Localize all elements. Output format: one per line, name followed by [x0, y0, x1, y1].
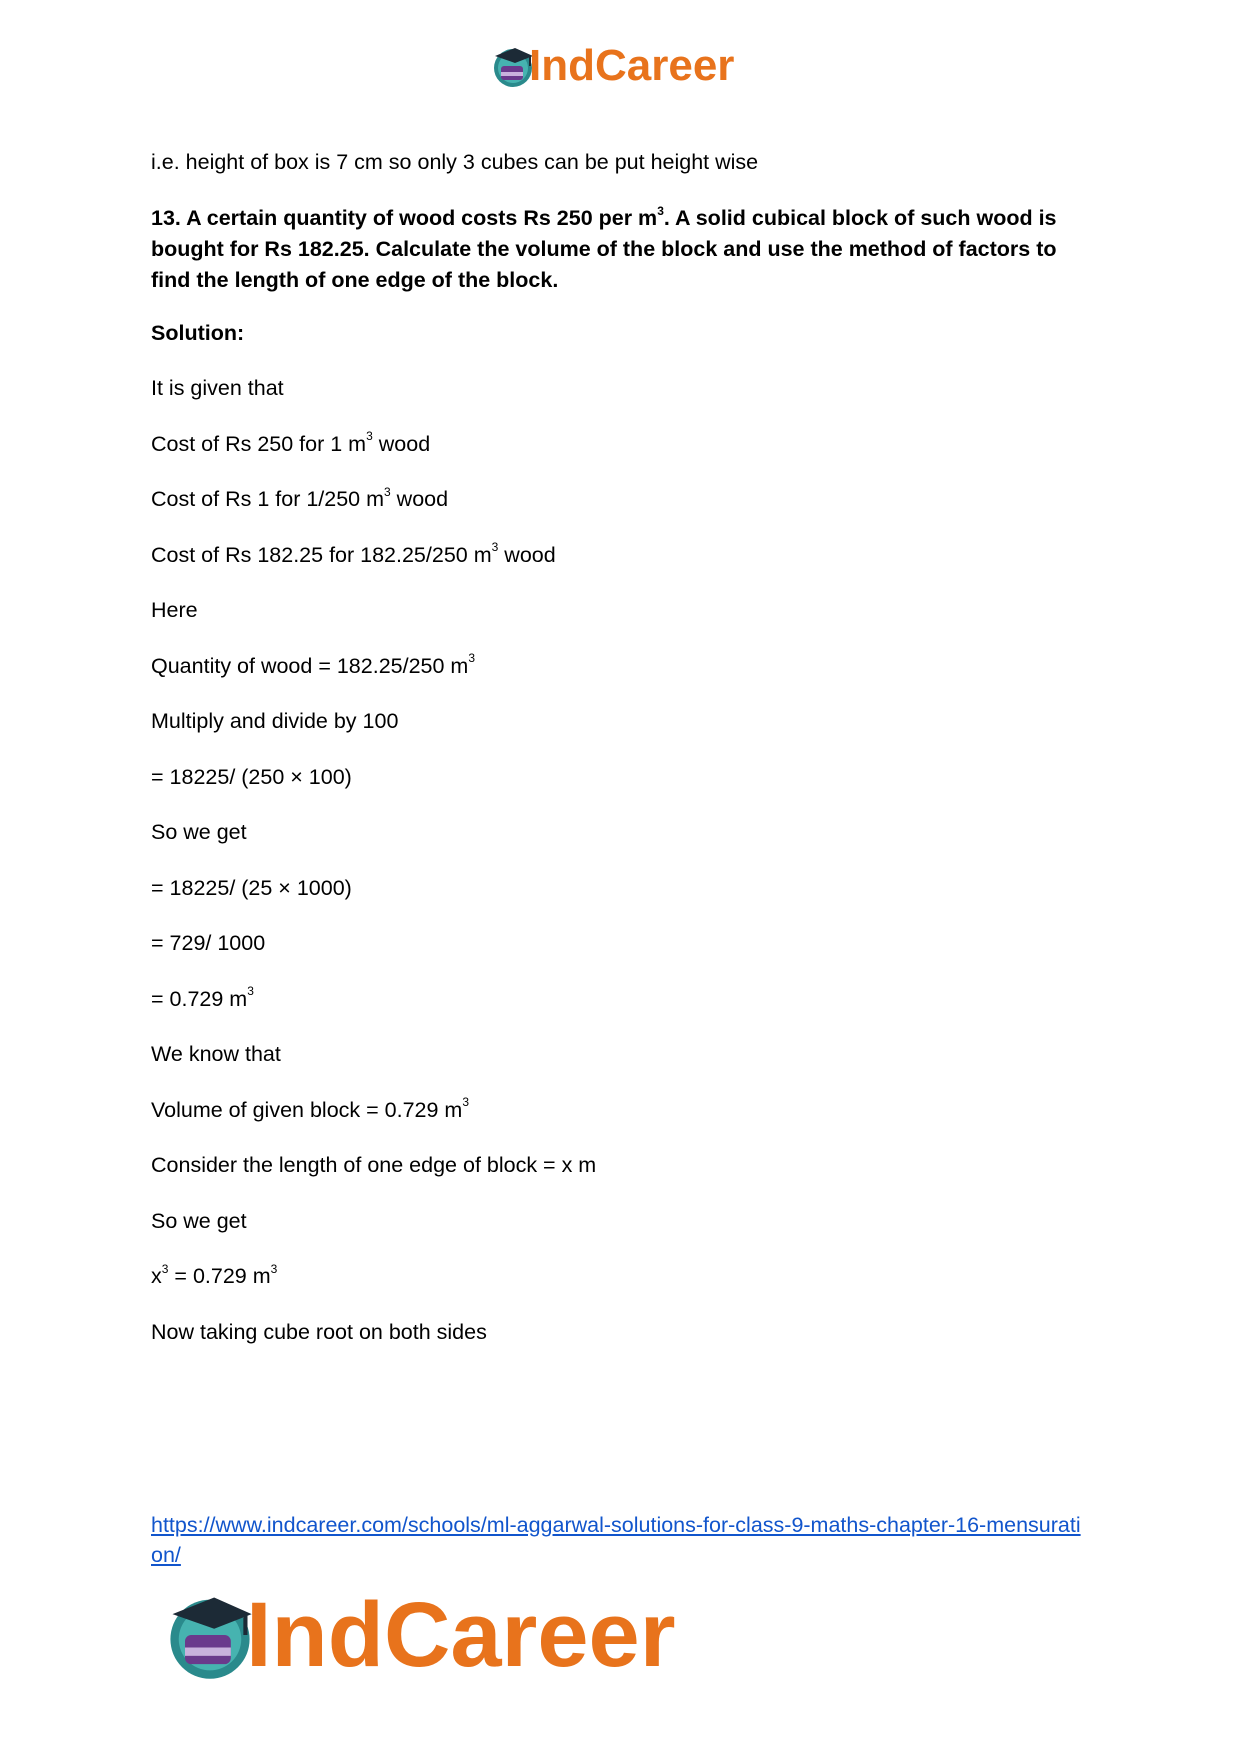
step-text: Quantity of wood = 182.25/250 m: [151, 653, 469, 678]
solution-step: [151, 1261, 277, 1291]
solution-label: Solution:: [151, 321, 245, 345]
solution-step: [151, 429, 430, 459]
step-superscript: 3: [247, 984, 254, 999]
solution-step: [151, 817, 247, 847]
graduation-cap-globe-icon: [160, 1585, 260, 1685]
step-text-after: = 0.729 m: [168, 1264, 271, 1288]
intro-line: i.e. height of box is 7 cm so only 3 cubes can be put height wise: [151, 150, 759, 174]
solution-step: [151, 1206, 247, 1236]
solution-step: [151, 928, 265, 958]
step-text: Here: [151, 598, 198, 622]
step-superscript: 3: [468, 651, 476, 666]
step-text-after: wood: [390, 487, 449, 511]
solution-step: [151, 595, 198, 625]
step-text: Multiply and divide by 100: [151, 709, 399, 733]
question-text-part1: 13. A certain quantity of wood costs Rs 250 per m: [151, 206, 658, 230]
step-superscript: 3: [491, 540, 499, 555]
solution-step: [151, 1317, 487, 1347]
step-text-after: wood: [372, 431, 431, 456]
step-text: We know that: [151, 1042, 281, 1066]
solution-step: [151, 373, 284, 403]
solution-step: [151, 484, 448, 514]
solution-step: [151, 984, 254, 1014]
solution-step: [151, 540, 556, 570]
solution-step: [151, 706, 398, 736]
step-superscript-2: 3: [270, 1261, 278, 1276]
step-superscript: 3: [161, 1261, 169, 1276]
solution-step: [151, 762, 352, 792]
step-text: It is given that: [151, 376, 284, 400]
step-superscript: 3: [384, 484, 391, 499]
question-superscript: 3: [657, 203, 664, 218]
step-text: = 18225/ (25 × 1000): [151, 875, 352, 900]
solution-step: [151, 1039, 281, 1069]
question-text-part2: . A solid cubical block of such wood is bought for Rs 182.25. Calculate the volume of the block and use the method of factors to find the length of one edge of the block.: [151, 206, 1057, 292]
solution-step: [151, 1150, 596, 1180]
footer-brand-text: IndCareer: [246, 1584, 676, 1686]
footer-source-link[interactable]: https://www.indcareer.com/schools/ml-aggarwal-solutions-for-class-9-maths-chapter-16-mensuration/: [151, 1513, 1081, 1567]
step-text: So we get: [151, 820, 247, 844]
header-logo: [489, 40, 734, 92]
step-superscript: 3: [366, 429, 373, 444]
step-text: = 18225/ (250 × 100): [151, 764, 352, 789]
step-text: = 729/ 1000: [151, 931, 266, 955]
step-text: So we get: [151, 1208, 247, 1233]
solution-step: [151, 873, 352, 903]
step-text: Cost of Rs 250 for 1 m: [151, 431, 367, 456]
footer-logo: [160, 1585, 676, 1685]
step-text: Now taking cube root on both sides: [151, 1319, 487, 1344]
solution-step: [151, 1095, 469, 1125]
step-text-after: wood: [498, 542, 556, 567]
question-13: [151, 203, 1091, 296]
solution-step: [151, 651, 475, 681]
step-text: Cost of Rs 1 for 1/250 m: [151, 487, 385, 511]
step-text: Consider the length of one edge of block = x m: [151, 1153, 597, 1177]
step-text: x: [151, 1264, 162, 1288]
step-text: Cost of Rs 182.25 for 182.25/250 m: [151, 542, 492, 567]
step-text: Volume of given block = 0.729 m: [151, 1097, 463, 1122]
header-brand-text: IndCareer: [529, 41, 735, 90]
step-superscript: 3: [462, 1095, 470, 1110]
step-text: = 0.729 m: [151, 986, 248, 1011]
